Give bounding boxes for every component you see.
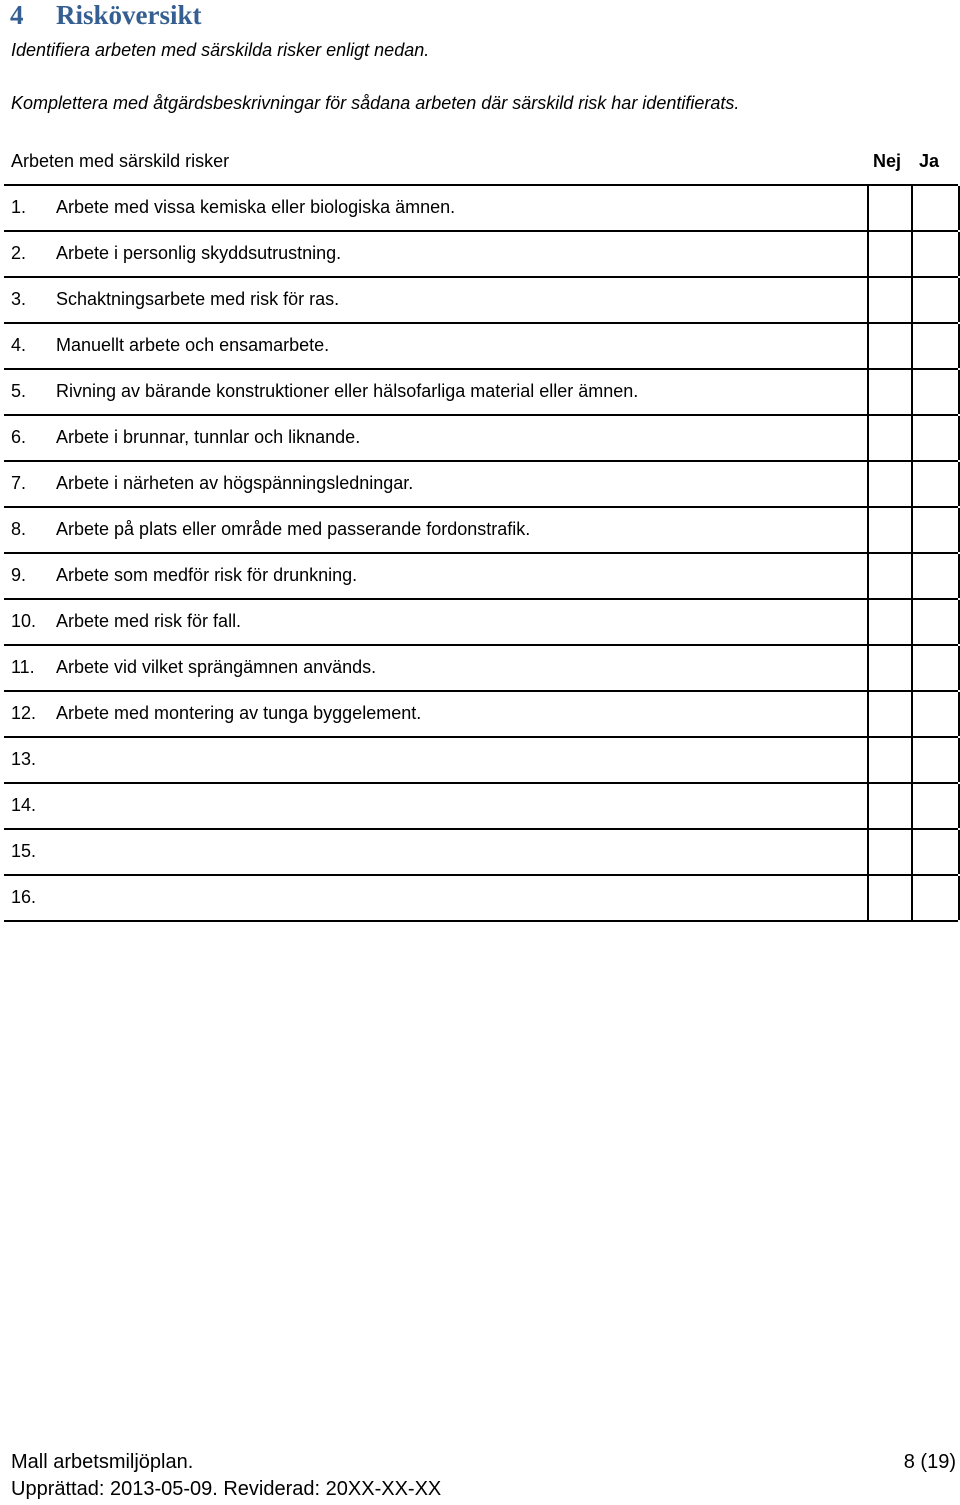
nej-checkbox[interactable] xyxy=(867,462,913,506)
table-row xyxy=(4,692,958,738)
row-number: 6. xyxy=(11,427,27,447)
footer-dates: Upprättad: 2013-05-09. Reviderad: 20XX-XX-XX xyxy=(11,1478,442,1500)
row-number: 13. xyxy=(11,749,37,769)
nej-checkbox[interactable] xyxy=(867,324,913,368)
table-row xyxy=(4,278,958,324)
table-row xyxy=(4,876,958,922)
row-description: Arbete med risk för fall. xyxy=(56,611,242,631)
table-row xyxy=(4,416,958,462)
nej-checkbox[interactable] xyxy=(867,416,913,460)
table-row xyxy=(4,232,958,278)
row-number: 2. xyxy=(11,243,27,263)
row-number: 16. xyxy=(11,887,37,907)
ja-checkbox[interactable] xyxy=(911,738,960,782)
row-description: Arbete med montering av tunga byggelement. xyxy=(56,703,422,723)
table-row xyxy=(4,600,958,646)
ja-checkbox[interactable] xyxy=(911,278,960,322)
row-number: 11. xyxy=(11,657,35,677)
nej-checkbox[interactable] xyxy=(867,554,913,598)
section-title: Risköversikt xyxy=(56,0,202,30)
table-row xyxy=(4,324,958,370)
row-number: 4. xyxy=(11,335,27,355)
table-header-title: Arbeten med särskild risker xyxy=(11,151,230,171)
ja-checkbox[interactable] xyxy=(911,416,960,460)
row-number: 7. xyxy=(11,473,27,493)
row-number: 9. xyxy=(11,565,27,585)
row-description: Arbete som medför risk för drunkning. xyxy=(56,565,358,585)
ja-checkbox[interactable] xyxy=(911,646,960,690)
table-row xyxy=(4,186,958,232)
ja-checkbox[interactable] xyxy=(911,370,960,414)
nej-checkbox[interactable] xyxy=(867,738,913,782)
nej-checkbox[interactable] xyxy=(867,370,913,414)
nej-checkbox[interactable] xyxy=(867,278,913,322)
row-description: Arbete på plats eller område med passerande fordonstrafik. xyxy=(56,519,531,539)
ja-checkbox[interactable] xyxy=(911,324,960,368)
table-row xyxy=(4,830,958,876)
row-description: Arbete i personlig skyddsutrustning. xyxy=(56,243,342,263)
ja-checkbox[interactable] xyxy=(911,508,960,552)
row-description: Rivning av bärande konstruktioner eller hälsofarliga material eller ämnen. xyxy=(56,381,639,401)
intro-line-1: Identifiera arbeten med särskilda risker enligt nedan. xyxy=(11,40,430,60)
ja-checkbox[interactable] xyxy=(911,462,960,506)
row-number: 3. xyxy=(11,289,27,309)
table-row xyxy=(4,462,958,508)
nej-checkbox[interactable] xyxy=(867,876,913,920)
ja-checkbox[interactable] xyxy=(911,232,960,276)
intro-line-2: Komplettera med åtgärdsbeskrivningar för sådana arbeten där särskild risk har identifierats. xyxy=(11,93,740,113)
table-header xyxy=(11,151,951,175)
ja-checkbox[interactable] xyxy=(911,830,960,874)
row-description: Arbete i närheten av högspänningsledningar. xyxy=(56,473,414,493)
table-row xyxy=(4,738,958,784)
row-number: 1. xyxy=(11,197,27,217)
ja-checkbox[interactable] xyxy=(911,784,960,828)
risk-table xyxy=(4,184,958,922)
row-description: Schaktningsarbete med risk för ras. xyxy=(56,289,340,309)
table-row xyxy=(4,508,958,554)
nej-checkbox[interactable] xyxy=(867,784,913,828)
row-number: 10. xyxy=(11,611,37,631)
section-number: 4 xyxy=(10,0,24,30)
nej-checkbox[interactable] xyxy=(867,232,913,276)
row-number: 8. xyxy=(11,519,27,539)
ja-checkbox[interactable] xyxy=(911,600,960,644)
nej-checkbox[interactable] xyxy=(867,692,913,736)
ja-checkbox[interactable] xyxy=(911,876,960,920)
row-number: 12. xyxy=(11,703,37,723)
table-row xyxy=(4,646,958,692)
row-number: 5. xyxy=(11,381,27,401)
row-description: Arbete vid vilket sprängämnen används. xyxy=(56,657,377,677)
table-row xyxy=(4,554,958,600)
row-description: Manuellt arbete och ensamarbete. xyxy=(56,335,330,355)
table-row xyxy=(4,370,958,416)
nej-checkbox[interactable] xyxy=(867,646,913,690)
column-header-nej: Nej xyxy=(873,151,902,171)
nej-checkbox[interactable] xyxy=(867,600,913,644)
nej-checkbox[interactable] xyxy=(867,186,913,230)
footer-doc-name: Mall arbetsmiljöplan. xyxy=(11,1451,194,1473)
ja-checkbox[interactable] xyxy=(911,554,960,598)
row-description: Arbete med vissa kemiska eller biologiska ämnen. xyxy=(56,197,456,217)
row-description: Arbete i brunnar, tunnlar och liknande. xyxy=(56,427,361,447)
row-number: 14. xyxy=(11,795,37,815)
table-row xyxy=(4,784,958,830)
column-header-ja: Ja xyxy=(919,151,940,171)
row-number: 15. xyxy=(11,841,37,861)
section-heading xyxy=(10,0,202,30)
ja-checkbox[interactable] xyxy=(911,692,960,736)
nej-checkbox[interactable] xyxy=(867,508,913,552)
footer-page-number: 8 (19) xyxy=(903,1451,956,1473)
nej-checkbox[interactable] xyxy=(867,830,913,874)
ja-checkbox[interactable] xyxy=(911,186,960,230)
